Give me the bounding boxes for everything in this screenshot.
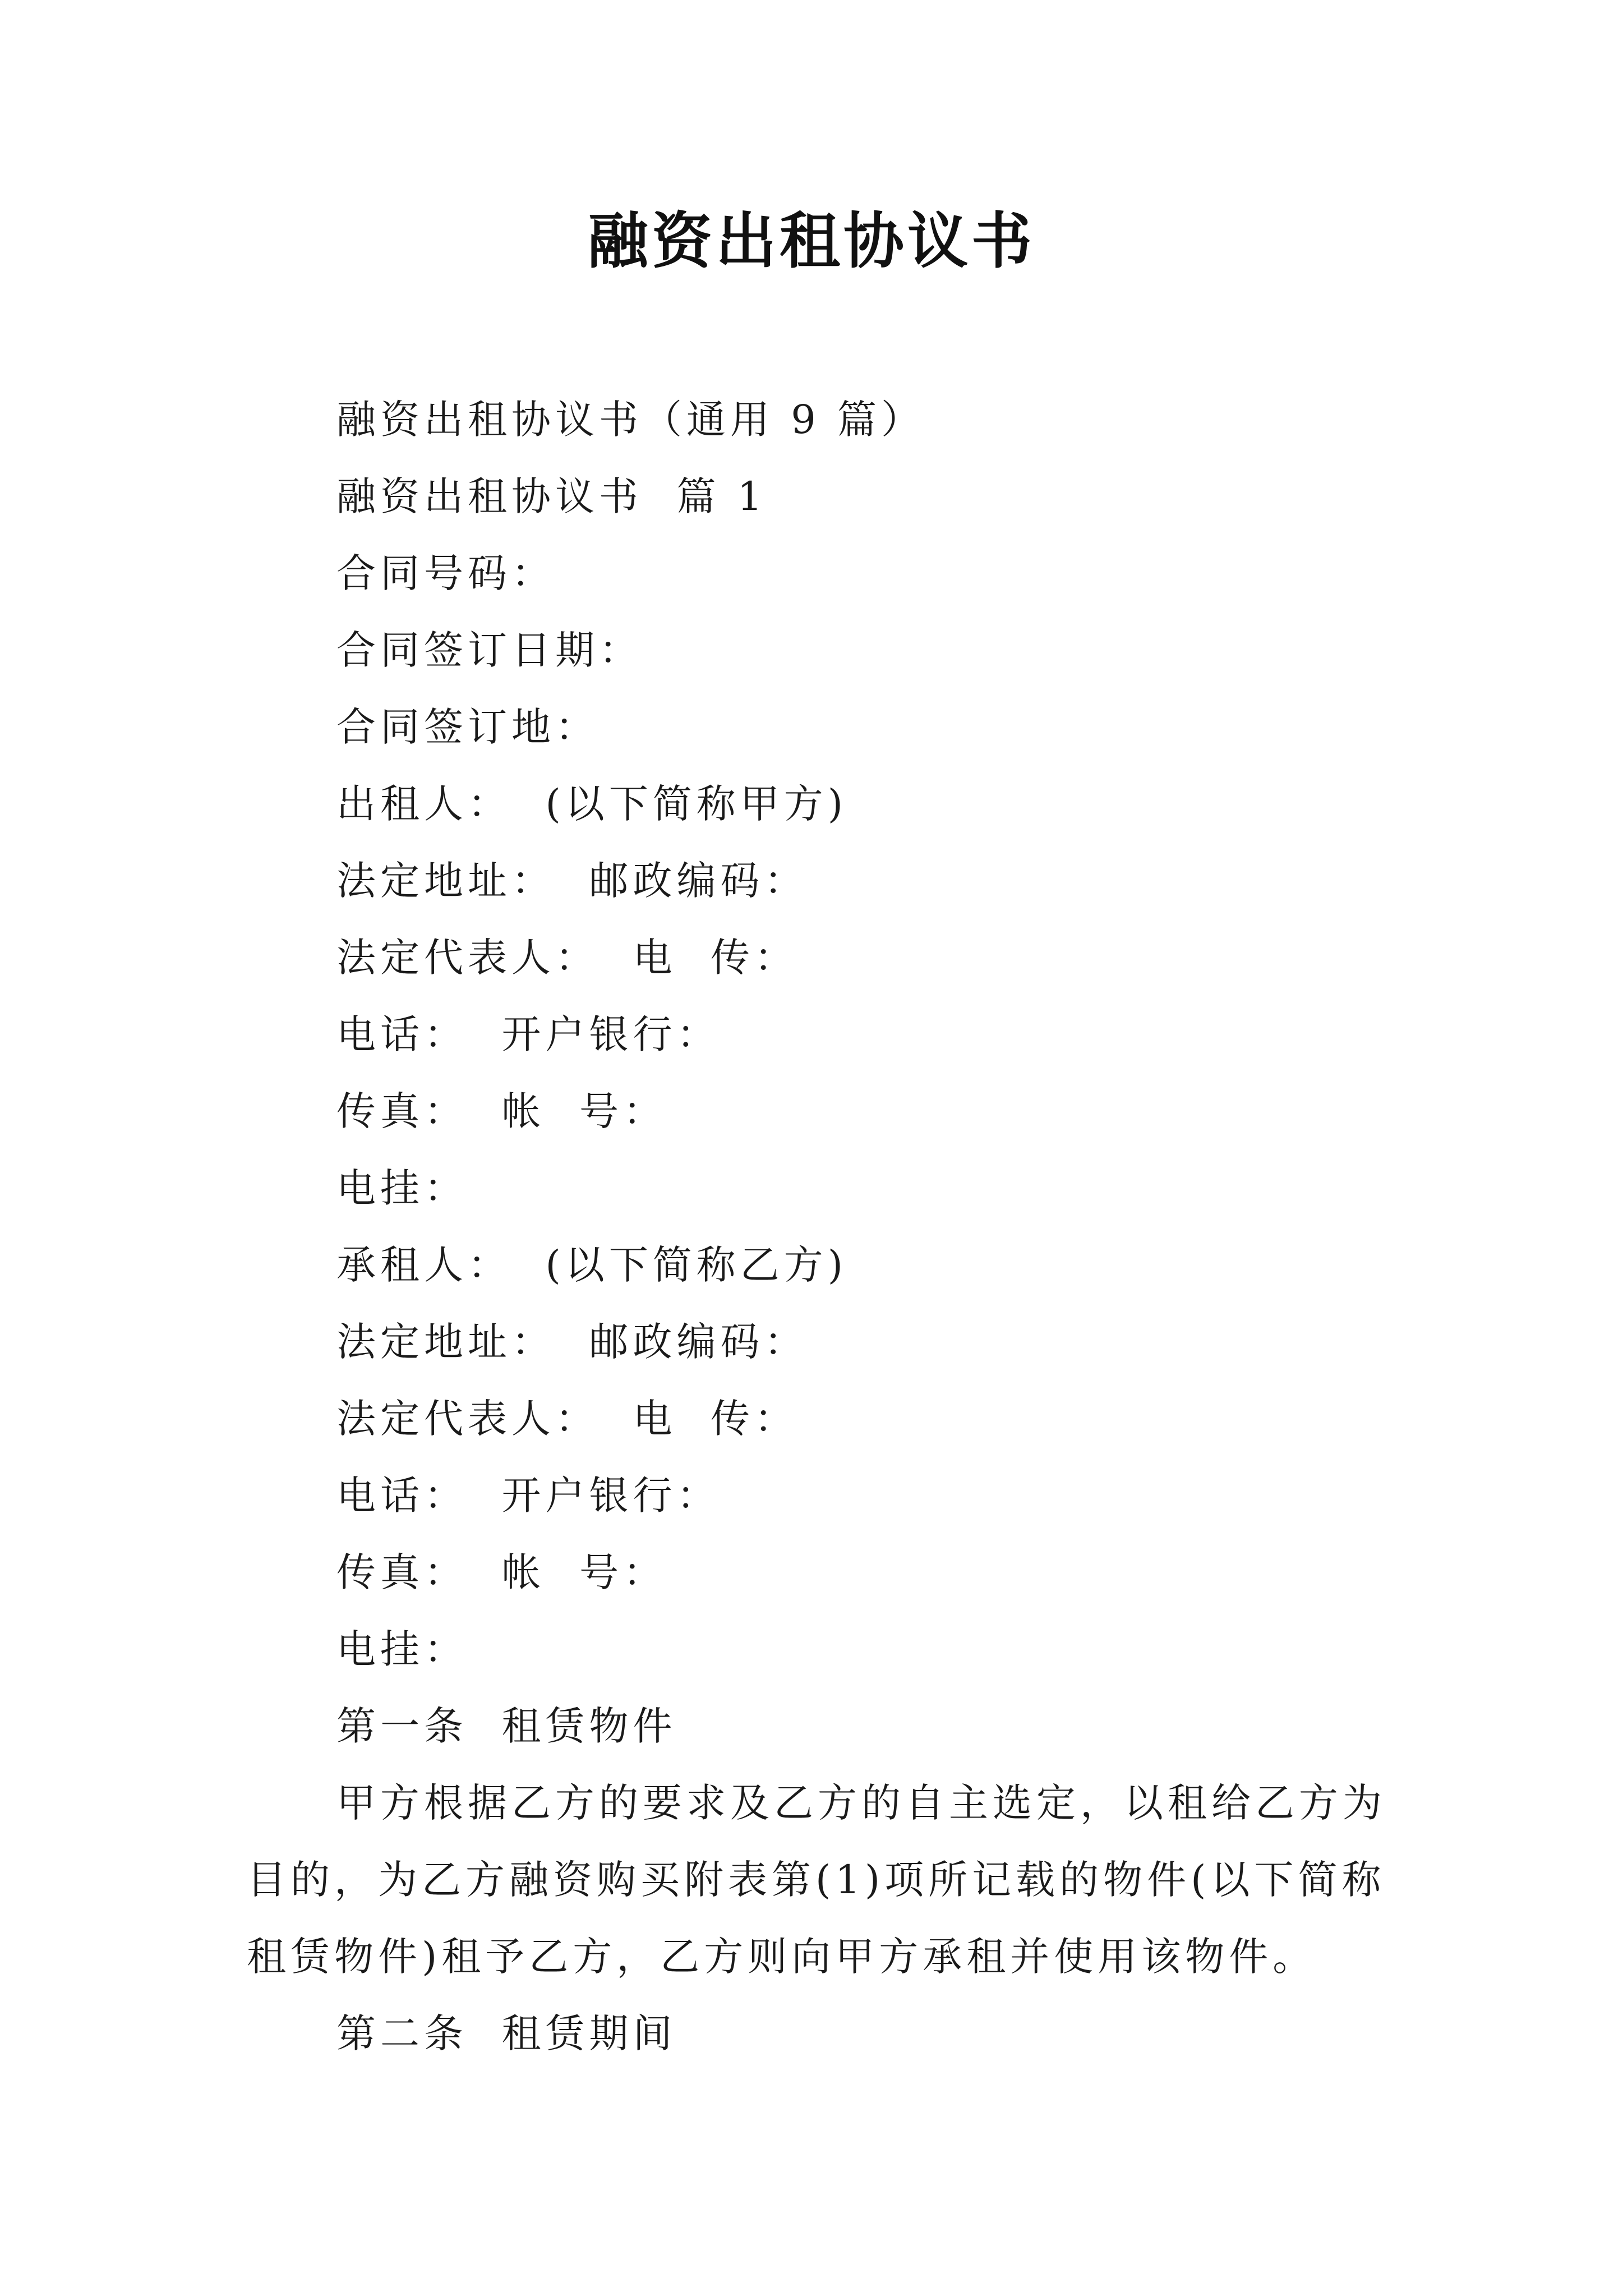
section-heading-line: 融资出租协议书 篇 1 bbox=[336, 473, 767, 519]
article-2-heading: 第二条 租赁期间 bbox=[336, 2010, 677, 2056]
lessee-cable-line: 电挂： bbox=[336, 1626, 468, 1672]
lessor-fax-line: 传真： 帐 号： bbox=[336, 1088, 667, 1134]
article-1-heading: 第一条 租赁物件 bbox=[336, 1703, 677, 1749]
subtitle-line: 融资出租协议书（通用 9 篇） bbox=[336, 397, 925, 443]
lessor-cable-line: 电挂： bbox=[336, 1165, 468, 1211]
lessor-address-line: 法定地址： 邮政编码： bbox=[336, 858, 808, 904]
lessee-phone-line: 电话： 开户银行： bbox=[336, 1473, 721, 1519]
contract-place-line: 合同签订地： bbox=[336, 704, 599, 750]
document-body bbox=[247, 381, 1391, 2072]
lessor-phone-line: 电话： 开户银行： bbox=[336, 1011, 721, 1057]
lessee-representative-line: 法定代表人： 电 传： bbox=[336, 1396, 799, 1442]
lessee-fax-line: 传真： 帐 号： bbox=[336, 1549, 667, 1595]
lessor-line: 出租人： (以下简称甲方) bbox=[336, 781, 848, 827]
article-1-paragraph: 甲方根据乙方的要求及乙方的自主选定，以租给乙方为目的，为乙方融资购买附表第(1)项所记载的物件(以下简称租赁物件)租予乙方，乙方则向甲方承租并使用该物件。 bbox=[247, 1780, 1386, 1980]
lessee-address-line: 法定地址： 邮政编码： bbox=[336, 1319, 808, 1365]
contract-number-line: 合同号码： bbox=[336, 550, 555, 596]
lessor-representative-line: 法定代表人： 电 传： bbox=[336, 935, 799, 981]
lessee-line: 承租人： (以下简称乙方) bbox=[336, 1242, 848, 1288]
document-title: 融资出租协议书 bbox=[587, 206, 1035, 277]
contract-date-line: 合同签订日期： bbox=[336, 627, 643, 673]
